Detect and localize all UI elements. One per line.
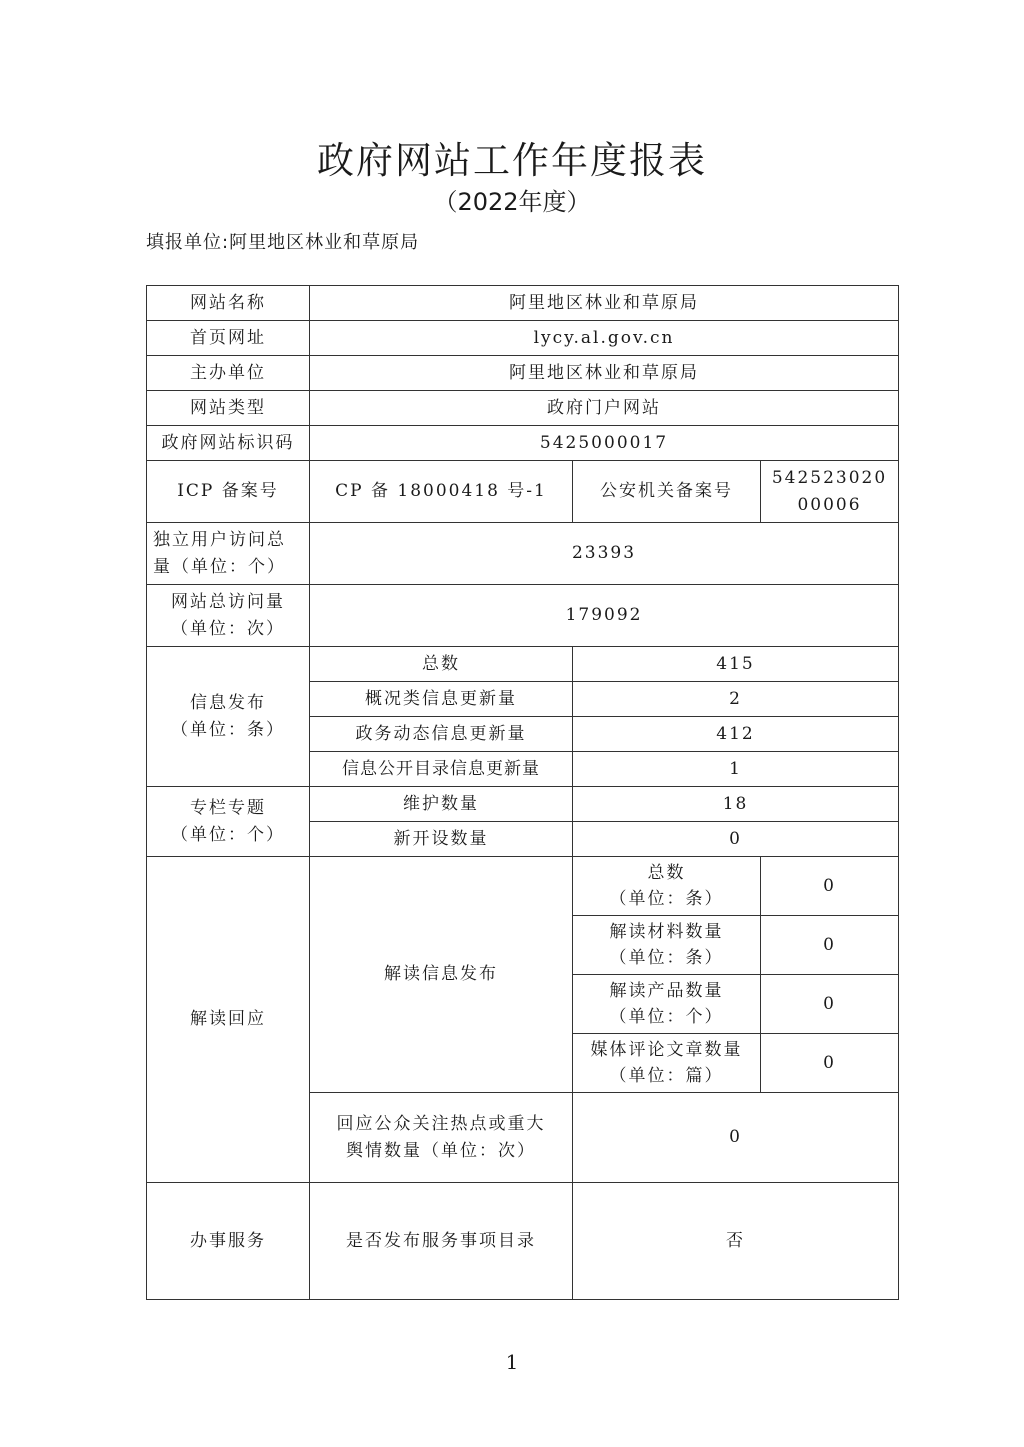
table-row xyxy=(147,286,899,321)
table-row xyxy=(147,857,899,916)
total-visits-value: 179092 xyxy=(310,585,899,647)
interpretation-row-label: 解读材料数量 xyxy=(609,921,724,942)
columns-row-label: 维护数量 xyxy=(310,787,573,822)
services-item-value: 否 xyxy=(573,1183,899,1300)
report-year: （2022年度） xyxy=(433,188,591,216)
info-release-row-value: 415 xyxy=(573,647,899,682)
total-visits-label: 网站总访问量（单位：次） xyxy=(147,585,310,647)
info-release-row-value: 1 xyxy=(573,752,899,787)
interpretation-row-label: 总数 xyxy=(647,862,686,883)
columns-label: 专栏专题 xyxy=(190,798,266,819)
table-row xyxy=(147,461,899,523)
table-row xyxy=(147,585,899,647)
info-release-cell xyxy=(147,647,310,787)
columns-unit: （单位：个） xyxy=(171,824,285,845)
interpretation-row-label: 媒体评论文章数量 xyxy=(590,1039,743,1060)
report-table xyxy=(146,285,899,1300)
interpretation-row-value: 0 xyxy=(761,916,899,975)
columns-row-label: 新开设数量 xyxy=(310,822,573,857)
site-name-label: 网站名称 xyxy=(147,286,310,321)
unique-visits-value: 23393 xyxy=(310,523,899,585)
table-row xyxy=(147,391,899,426)
interpretation-row-value: 0 xyxy=(761,1034,899,1093)
services-item-label: 是否发布服务事项目录 xyxy=(310,1183,573,1300)
homepage-value: lycy.al.gov.cn xyxy=(310,321,899,356)
site-id-label: 政府网站标识码 xyxy=(147,426,310,461)
interpretation-row-label-cell xyxy=(573,1034,761,1093)
interpretation-row-unit: （单位：个） xyxy=(609,1007,724,1027)
interpretation-row-label-cell xyxy=(573,857,761,916)
info-release-row-value: 2 xyxy=(573,682,899,717)
site-name-value: 阿里地区林业和草原局 xyxy=(310,286,899,321)
page-number: 1 xyxy=(505,1350,519,1374)
info-release-unit: （单位：条） xyxy=(171,719,285,740)
site-type-value: 政府门户网站 xyxy=(310,391,899,426)
icp-label: ICP 备案号 xyxy=(147,461,310,523)
interpretation-row-unit: （单位：条） xyxy=(609,948,724,968)
response-label: 回应公众关注热点或重大舆情数量（单位：次） xyxy=(310,1093,573,1183)
interpretation-row-label-cell xyxy=(573,975,761,1034)
interpretation-row-value: 0 xyxy=(761,857,899,916)
police-record-label: 公安机关备案号 xyxy=(573,461,761,523)
info-release-row-label: 信息公开目录信息更新量 xyxy=(310,752,573,787)
table-row xyxy=(147,523,899,585)
response-value: 0 xyxy=(573,1093,899,1183)
site-id-value: 5425000017 xyxy=(310,426,899,461)
interpretation-row-label: 解读产品数量 xyxy=(609,980,724,1001)
table-row xyxy=(147,647,899,682)
table-row xyxy=(147,1183,899,1300)
interpretation-sub-label: 解读信息发布 xyxy=(310,857,573,1093)
interpretation-label: 解读回应 xyxy=(147,857,310,1183)
icp-value: CP 备 18000418 号-1 xyxy=(310,461,573,523)
info-release-row-label: 政务动态信息更新量 xyxy=(310,717,573,752)
table-row xyxy=(147,321,899,356)
table-row xyxy=(147,356,899,391)
sponsor-label: 主办单位 xyxy=(147,356,310,391)
interpretation-row-unit: （单位：篇） xyxy=(609,1066,724,1086)
interpretation-row-value: 0 xyxy=(761,975,899,1034)
interpretation-row-label-cell xyxy=(573,916,761,975)
columns-row-value: 0 xyxy=(573,822,899,857)
filing-unit: 填报单位:阿里地区林业和草原局 xyxy=(146,232,420,253)
police-record-value: 54252302000006 xyxy=(761,461,899,523)
table-row xyxy=(147,787,899,822)
site-type-label: 网站类型 xyxy=(147,391,310,426)
info-release-row-label: 概况类信息更新量 xyxy=(310,682,573,717)
info-release-row-label: 总数 xyxy=(310,647,573,682)
columns-cell xyxy=(147,787,310,857)
info-release-row-value: 412 xyxy=(573,717,899,752)
info-release-label: 信息发布 xyxy=(190,693,266,714)
page-title: 政府网站工作年度报表 xyxy=(317,139,707,182)
homepage-label: 首页网址 xyxy=(147,321,310,356)
sponsor-value: 阿里地区林业和草原局 xyxy=(310,356,899,391)
services-label: 办事服务 xyxy=(147,1183,310,1300)
table-row xyxy=(147,426,899,461)
columns-row-value: 18 xyxy=(573,787,899,822)
interpretation-row-unit: （单位：条） xyxy=(609,889,724,909)
unique-visits-label: 独立用户访问总量（单位：个） xyxy=(147,523,310,585)
